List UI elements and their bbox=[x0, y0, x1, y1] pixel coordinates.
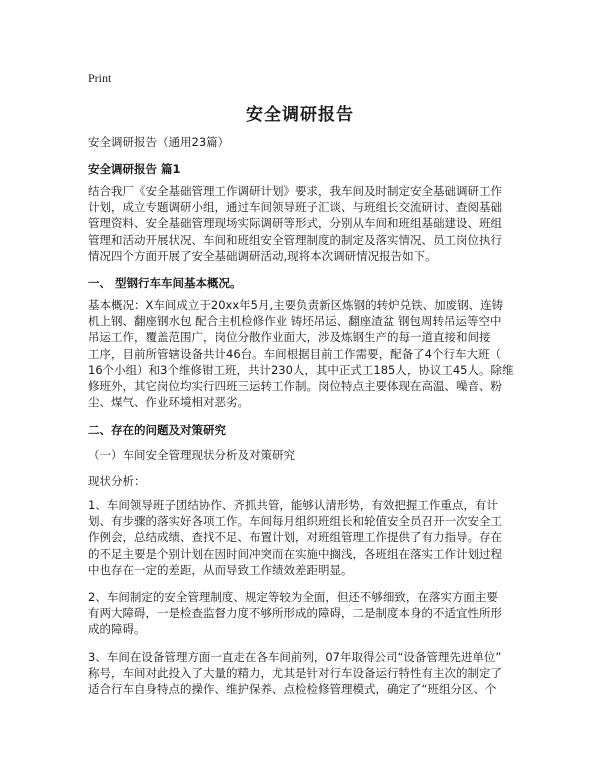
item2-paragraph bbox=[88, 589, 516, 638]
text-line: 机上钢、翻座钢水包 配合主机检修作业 铸坯吊运、翻座渣盆 钢包周转吊运等空中 bbox=[88, 314, 502, 329]
subsection1-heading: （一）车间安全管理现状分析及对策研究 bbox=[88, 448, 295, 462]
document-title: 安全调研报告 bbox=[246, 105, 354, 125]
text-line: 中也存在一定的差距，从而导致工作绩效差距明显。 bbox=[88, 562, 353, 577]
text-line: 作例会，总结成绩、查找不足、布置计划，对班组管理工作提供了有力指导。存在 bbox=[88, 530, 502, 545]
text-line: 基本概况：X车间成立于20xx年5月,主要负责新区炼钢的转炉兑铁、加废钢、连铸 bbox=[88, 298, 504, 312]
text-line: 的不足主要是个别计划在因时间冲突而在实施中搁浅，各班组在落实工作计划过程 bbox=[88, 546, 502, 561]
section1-heading: 一、 型钢行车车间基本概况。 bbox=[88, 276, 242, 290]
text-line: 3、车间在设备管理方面一直走在各车间前列，07年取得公司“设备管理先进单位” bbox=[88, 650, 502, 664]
item3-paragraph bbox=[88, 649, 516, 698]
text-line: 计划，成立专题调研小组，通过车间领导班子汇谈、与班组长交流研讨、查阅基础 bbox=[88, 200, 502, 215]
text-line: 尘、煤气、作业环境相对恶劣。 bbox=[88, 395, 249, 410]
print-label: Print bbox=[88, 71, 112, 85]
text-line: 16个小组）和3个维修钳工班，共计230人，其中正式工185人，协议工45人。除维 bbox=[88, 362, 514, 377]
piece-heading: 安全调研报告 篇1 bbox=[88, 162, 181, 176]
text-line: 结合我厂《安全基础管理工作调研计划》要求，我车间及时制定安全基础调研工作 bbox=[88, 184, 502, 198]
intro-paragraph bbox=[88, 183, 516, 264]
text-line: 有两大障碍，一是检查监督力度不够所形成的障碍，二是制度本身的不适宜性所形 bbox=[88, 606, 502, 621]
text-line: 情况四个方面开展了安全基础调研活动,现将本次调研情况报告如下。 bbox=[88, 248, 437, 263]
text-line: 成的障碍。 bbox=[88, 622, 146, 637]
text-line: 称号，车间对此投入了大量的精力，尤其是针对行车设备运行特性有主次的制定了 bbox=[88, 666, 502, 681]
section1-paragraph bbox=[88, 297, 516, 410]
document-subtitle: 安全调研报告（通用23篇） bbox=[88, 135, 230, 149]
text-line: 修班外，其它岗位均实行四班三运转工作制。岗位特点主要体现在高温、噪音、粉 bbox=[88, 379, 502, 394]
text-line: 适合行车自身特点的操作、维护保养、点检检修管理模式，确定了“班组分区、个 bbox=[88, 682, 497, 697]
text-line: 吊运工作，覆盖范围广，岗位分散作业面大，涉及炼钢生产的每一道直接和间接 bbox=[88, 330, 491, 345]
text-line: 划、有步骤的落实好各项工作。车间每月组织班组长和轮值安全员召开一次安全工 bbox=[88, 514, 502, 529]
text-line: 1、车间领导班子团结协作、齐抓共管，能够认清形势，有效把握工作重点，有计 bbox=[88, 498, 498, 512]
section2-heading: 二、存在的问题及对策研究 bbox=[88, 423, 226, 437]
text-line: 2、车间制定的安全管理制度、规定等较为全面，但还不够细致，在落实方面主要 bbox=[88, 590, 498, 604]
text-line: 管理资料、安全基础管理现场实际调研等形式，分别从车间和班组基础建设、班组 bbox=[88, 216, 502, 231]
text-line: 工序，目前所管辖设备共计46台。车间根据目前工作需要，配备了4个行车大班（ bbox=[88, 346, 501, 361]
text-line: 管理和活动开展状况、车间和班组安全管理制度的制定及落实情况、员工岗位执行 bbox=[88, 232, 502, 247]
item1-paragraph bbox=[88, 497, 516, 578]
analysis-label: 现状分析： bbox=[88, 474, 146, 488]
